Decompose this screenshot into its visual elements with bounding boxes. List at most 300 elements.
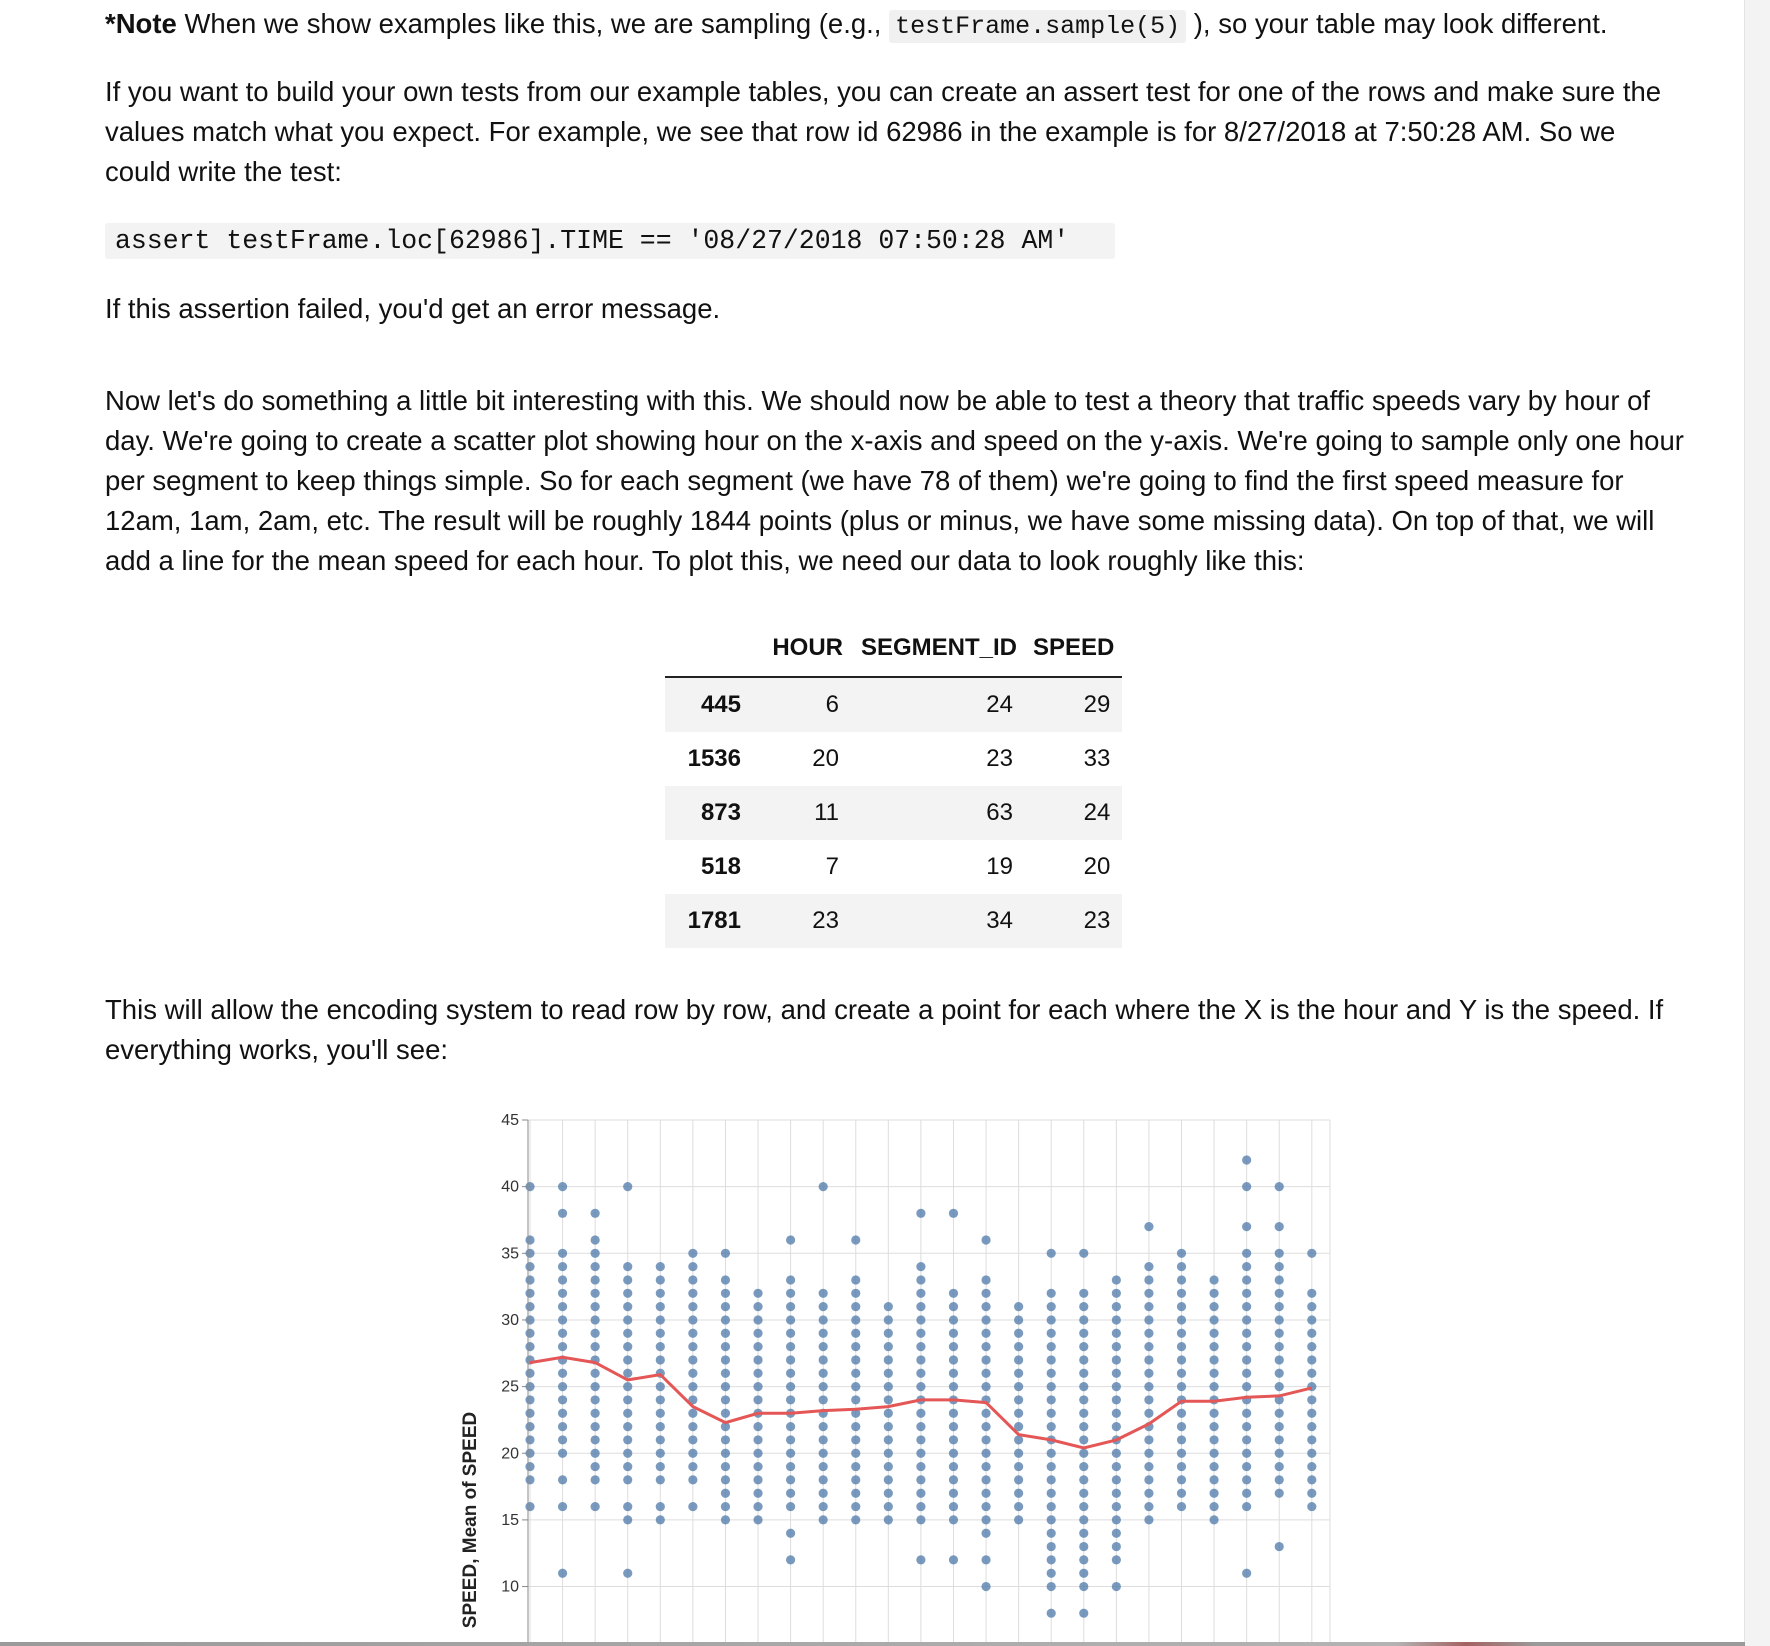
scatter-point [1177, 1502, 1186, 1511]
scatter-point [525, 1262, 534, 1271]
table-row [665, 677, 1122, 732]
scatter-point [623, 1395, 632, 1404]
scatter-point [623, 1262, 632, 1271]
scatter-point [851, 1515, 860, 1524]
scatter-point [786, 1369, 795, 1378]
scatter-point [949, 1289, 958, 1298]
scatter-point [949, 1422, 958, 1431]
scatter-point [753, 1382, 762, 1391]
scatter-point [558, 1449, 567, 1458]
scatter-point [591, 1395, 600, 1404]
scatter-point [786, 1382, 795, 1391]
scatter-point [981, 1315, 990, 1324]
scatter-point [786, 1395, 795, 1404]
scatter-point [1242, 1262, 1251, 1271]
scatter-point [786, 1302, 795, 1311]
scatter-point [1112, 1302, 1121, 1311]
scatter-point [591, 1329, 600, 1338]
scatter-point [688, 1329, 697, 1338]
scatter-point [753, 1475, 762, 1484]
scatter-point [1112, 1542, 1121, 1551]
scatter-point [558, 1315, 567, 1324]
scatter-point [656, 1275, 665, 1284]
scatter-point [1014, 1302, 1023, 1311]
table-row [665, 732, 1122, 786]
scatter-point [591, 1235, 600, 1244]
scatter-point [916, 1409, 925, 1418]
scatter-point [1112, 1355, 1121, 1364]
scatter-point [1014, 1475, 1023, 1484]
scatter-point [1014, 1515, 1023, 1524]
scatter-point [1112, 1475, 1121, 1484]
scatter-point [884, 1302, 893, 1311]
scatter-point [753, 1369, 762, 1378]
scatter-point [1307, 1315, 1316, 1324]
scatter-point [1014, 1502, 1023, 1511]
scatter-point [1047, 1609, 1056, 1618]
scatter-point [1242, 1289, 1251, 1298]
scatter-point [884, 1382, 893, 1391]
scatter-point [851, 1489, 860, 1498]
scatter-point [656, 1435, 665, 1444]
cell-speed: 33 [1083, 745, 1111, 772]
scatter-point [916, 1422, 925, 1431]
scatter-point [1112, 1275, 1121, 1284]
scatter-point [1275, 1329, 1284, 1338]
scatter-point [1047, 1395, 1056, 1404]
scatter-point [753, 1329, 762, 1338]
scatter-point [1079, 1489, 1088, 1498]
scatter-point [721, 1409, 730, 1418]
scatter-point [721, 1395, 730, 1404]
scatter-point [819, 1515, 828, 1524]
scatter-point [1209, 1329, 1218, 1338]
scatter-point [525, 1369, 534, 1378]
scatter-point [884, 1315, 893, 1324]
table-row [665, 894, 1122, 948]
scatter-point [753, 1462, 762, 1471]
note-paragraph [105, 4, 1685, 47]
scatter-point [591, 1209, 600, 1218]
scatter-point [981, 1462, 990, 1471]
scatter-point [1307, 1475, 1316, 1484]
scatter-point [1177, 1275, 1186, 1284]
scatter-point [786, 1449, 795, 1458]
scatter-point [1014, 1435, 1023, 1444]
scatter-point [884, 1449, 893, 1458]
scatter-point [1177, 1462, 1186, 1471]
scatter-point [1307, 1502, 1316, 1511]
scatter-point [916, 1262, 925, 1271]
scatter-point [525, 1289, 534, 1298]
scatter-point [1079, 1462, 1088, 1471]
scatter-point [916, 1555, 925, 1564]
scatter-point [1079, 1515, 1088, 1524]
scatter-point [1307, 1369, 1316, 1378]
scatter-point [1177, 1489, 1186, 1498]
cell-speed: 23 [1083, 907, 1111, 934]
scatter-point [1047, 1342, 1056, 1351]
scatter-point [721, 1515, 730, 1524]
scatter-point [1242, 1435, 1251, 1444]
scatter-point [753, 1302, 762, 1311]
scatter-point [1014, 1409, 1023, 1418]
scatter-point [656, 1449, 665, 1458]
note-text-after: ), so your table may look different. [1186, 8, 1608, 39]
scatter-point [1047, 1475, 1056, 1484]
scatter-point [916, 1315, 925, 1324]
scatter-point [753, 1355, 762, 1364]
scatter-point [1144, 1435, 1153, 1444]
scatter-point [688, 1502, 697, 1511]
scatter-point [1307, 1329, 1316, 1338]
scatter-point [558, 1475, 567, 1484]
scatter-point [753, 1515, 762, 1524]
scatter-point [916, 1449, 925, 1458]
scatter-point [851, 1382, 860, 1391]
scatter-point [949, 1329, 958, 1338]
scatter-point [721, 1435, 730, 1444]
scatter-point [1079, 1569, 1088, 1578]
scatter-point [1307, 1435, 1316, 1444]
scatter-point [1177, 1289, 1186, 1298]
scatter-point [721, 1342, 730, 1351]
scatter-point [623, 1515, 632, 1524]
scatter-point [1242, 1382, 1251, 1391]
scatter-point [786, 1355, 795, 1364]
cell-hour: 7 [825, 853, 839, 880]
scatter-point [786, 1435, 795, 1444]
scatter-point [688, 1262, 697, 1271]
scatter-point [1275, 1355, 1284, 1364]
scatter-point [949, 1449, 958, 1458]
scatter-point [884, 1369, 893, 1378]
index-header [665, 620, 753, 677]
scatter-point [1112, 1315, 1121, 1324]
scatter-point [1275, 1382, 1284, 1391]
scatter-point [851, 1395, 860, 1404]
scatter-point [1307, 1342, 1316, 1351]
cell-hour: 6 [825, 691, 839, 718]
scatter-point [819, 1302, 828, 1311]
scatter-point [525, 1275, 534, 1284]
scatter-point [949, 1435, 958, 1444]
cell-hour: 11 [814, 799, 839, 826]
scatter-point [1144, 1342, 1153, 1351]
scatter-point [1242, 1302, 1251, 1311]
cell-speed: 20 [1083, 853, 1111, 880]
scatter-point [1144, 1395, 1153, 1404]
scatter-point [884, 1475, 893, 1484]
scatter-point [1079, 1542, 1088, 1551]
scatter-point [851, 1369, 860, 1378]
scatter-point [981, 1555, 990, 1564]
scatter-point [1209, 1422, 1218, 1431]
scatter-point [949, 1409, 958, 1418]
scatter-point [1209, 1489, 1218, 1498]
scatter-point [1014, 1329, 1023, 1338]
scatter-point [1144, 1515, 1153, 1524]
scatter-point [1112, 1582, 1121, 1591]
scatter-point [1014, 1355, 1023, 1364]
scatter-point [656, 1315, 665, 1324]
scatter-point [688, 1462, 697, 1471]
scatter-point [851, 1422, 860, 1431]
scatter-point [819, 1382, 828, 1391]
scatter-point [916, 1462, 925, 1471]
scatter-point [981, 1382, 990, 1391]
scatter-point [1144, 1369, 1153, 1378]
scatter-point [623, 1289, 632, 1298]
speed-by-hour-scatter-chart [440, 1090, 1340, 1642]
scatter-point [786, 1342, 795, 1351]
scatter-point [1275, 1262, 1284, 1271]
scatter-point [1079, 1315, 1088, 1324]
scatter-point [688, 1422, 697, 1431]
plot-intro-paragraph: Now let's do something a little bit interesting with this. We should now be able to test a theory that traffic speeds vary by hour of day. We're going to create a scatter plot showing hour on the x-axis and speed on the y-axis. We're going to sample only one hour per segment to keep things simple. So for each segment (we have 78 of them) we're going to find the first speed measure for 12am, 1am, 2am, etc. The result will be roughly 1844 points (plus or minus, we have some missing data). On top of that, we will add a line for the mean speed for each hour. To plot this, we need our data to look roughly like this: [105, 385, 1684, 576]
scatter-point [1047, 1409, 1056, 1418]
cell-hour: 20 [812, 745, 839, 772]
scatter-point [1014, 1462, 1023, 1471]
scatter-point [916, 1275, 925, 1284]
scatter-point [884, 1435, 893, 1444]
scatter-point [1047, 1489, 1056, 1498]
scatter-point [1177, 1249, 1186, 1258]
scatter-point [1079, 1249, 1088, 1258]
scatter-point [1079, 1382, 1088, 1391]
scatter-point [1242, 1355, 1251, 1364]
scatter-point [916, 1355, 925, 1364]
scatter-point [1112, 1289, 1121, 1298]
scatter-point [786, 1462, 795, 1471]
y-tick-label: 10 [501, 1578, 519, 1596]
scatter-point [558, 1395, 567, 1404]
scatter-point [851, 1462, 860, 1471]
scatter-point [1275, 1542, 1284, 1551]
scatter-point [1047, 1449, 1056, 1458]
scatter-point [1209, 1382, 1218, 1391]
scatter-point [916, 1369, 925, 1378]
scatter-point [721, 1489, 730, 1498]
scatter-point [1275, 1462, 1284, 1471]
scatter-point [851, 1502, 860, 1511]
scatter-point [623, 1569, 632, 1578]
scatter-point [1014, 1395, 1023, 1404]
scatter-point [688, 1289, 697, 1298]
scatter-point [591, 1289, 600, 1298]
scatter-point [884, 1355, 893, 1364]
row-index: 1536 [687, 745, 741, 772]
scatter-point [1112, 1382, 1121, 1391]
scatter-point [981, 1449, 990, 1458]
scatter-point [525, 1462, 534, 1471]
scatter-point [1079, 1342, 1088, 1351]
scatter-point [558, 1302, 567, 1311]
scatter-point [558, 1209, 567, 1218]
scatter-point [949, 1502, 958, 1511]
scatter-point [591, 1422, 600, 1431]
scatter-point [591, 1302, 600, 1311]
scatter-point [1177, 1475, 1186, 1484]
scatter-point [623, 1275, 632, 1284]
scatter-point [1209, 1289, 1218, 1298]
scatter-point [981, 1435, 990, 1444]
scatter-point [1112, 1329, 1121, 1338]
scatter-point [1079, 1475, 1088, 1484]
y-tick-label: 30 [501, 1311, 519, 1329]
scatter-point [656, 1329, 665, 1338]
scatter-point [981, 1475, 990, 1484]
chart-grid [528, 1120, 1330, 1642]
scatter-point [1209, 1355, 1218, 1364]
scatter-point [1047, 1289, 1056, 1298]
scatter-point [851, 1342, 860, 1351]
scatter-point [884, 1409, 893, 1418]
scatter-point [786, 1235, 795, 1244]
assertion-fail-paragraph: If this assertion failed, you'd get an error message. [105, 293, 721, 324]
scatter-point [1177, 1262, 1186, 1271]
scatter-point [656, 1502, 665, 1511]
scatter-point [981, 1529, 990, 1538]
scatter-point [721, 1302, 730, 1311]
cell-segment-id: 23 [986, 745, 1013, 772]
scatter-point [1209, 1275, 1218, 1284]
scatter-point [656, 1475, 665, 1484]
row-index: 1781 [687, 907, 741, 934]
scatter-point [1242, 1315, 1251, 1324]
scatter-point [688, 1249, 697, 1258]
scatter-point [1242, 1462, 1251, 1471]
scatter-point [558, 1329, 567, 1338]
scatter-point [819, 1422, 828, 1431]
scatter-point [1079, 1449, 1088, 1458]
y-tick-label: 15 [501, 1511, 519, 1529]
scatter-point [884, 1329, 893, 1338]
scatter-point [1047, 1422, 1056, 1431]
scatter-point [916, 1489, 925, 1498]
scatter-point [591, 1369, 600, 1378]
scrollbar[interactable] [1744, 0, 1770, 1646]
scatter-point [819, 1289, 828, 1298]
scatter-point [1047, 1249, 1056, 1258]
scatter-point [1014, 1489, 1023, 1498]
scatter-point [525, 1342, 534, 1351]
scatter-point [786, 1489, 795, 1498]
scatter-point [819, 1369, 828, 1378]
scatter-point [656, 1262, 665, 1271]
note-code: testFrame.sample(5) [889, 10, 1186, 43]
scatter-point [1112, 1422, 1121, 1431]
y-axis-title: SPEED, Mean of SPEED [460, 1411, 481, 1629]
scatter-point [1144, 1275, 1153, 1284]
scatter-point [1047, 1502, 1056, 1511]
cell-segment-id: 24 [986, 691, 1013, 718]
table-header-row [665, 620, 1122, 677]
scatter-point [1079, 1355, 1088, 1364]
scatter-point [916, 1302, 925, 1311]
scatter-point [721, 1382, 730, 1391]
scatter-point [1047, 1462, 1056, 1471]
scatter-point [753, 1395, 762, 1404]
scatter-point [558, 1409, 567, 1418]
scatter-point [949, 1302, 958, 1311]
scatter-point [1242, 1369, 1251, 1378]
scatter-point [656, 1515, 665, 1524]
scatter-point [1014, 1382, 1023, 1391]
scatter-point [819, 1182, 828, 1191]
scatter-point [1275, 1422, 1284, 1431]
scatter-point [981, 1422, 990, 1431]
scatter-point [1112, 1515, 1121, 1524]
scatter-point [591, 1342, 600, 1351]
scatter-point [949, 1315, 958, 1324]
scatter-point [1209, 1302, 1218, 1311]
column-header-speed: SPEED [1025, 620, 1122, 677]
scatter-point [1079, 1289, 1088, 1298]
scatter-point [786, 1289, 795, 1298]
scatter-point [916, 1209, 925, 1218]
y-tick-label: 35 [501, 1245, 519, 1263]
scatter-point [623, 1329, 632, 1338]
scatter-point [688, 1355, 697, 1364]
cell-speed: 29 [1083, 691, 1111, 718]
scatter-point [916, 1342, 925, 1351]
cell-hour: 23 [812, 907, 839, 934]
scatter-point [981, 1369, 990, 1378]
scatter-point [721, 1475, 730, 1484]
scatter-point [1079, 1369, 1088, 1378]
scatter-point [786, 1329, 795, 1338]
scatter-point [981, 1515, 990, 1524]
scatter-point [981, 1302, 990, 1311]
scatter-point [1275, 1489, 1284, 1498]
scatter-point [851, 1315, 860, 1324]
scatter-point [753, 1489, 762, 1498]
scatter-point [1242, 1422, 1251, 1431]
scatter-point [1209, 1435, 1218, 1444]
sample-data-table [665, 620, 1122, 948]
scatter-point [1047, 1529, 1056, 1538]
scatter-point [1275, 1369, 1284, 1378]
scatter-point [1209, 1462, 1218, 1471]
scatter-point [884, 1395, 893, 1404]
scatter-point [949, 1462, 958, 1471]
scatter-point [1144, 1222, 1153, 1231]
scatter-point [1112, 1529, 1121, 1538]
scatter-point [623, 1342, 632, 1351]
scatter-point [851, 1275, 860, 1284]
scatter-point [851, 1475, 860, 1484]
scatter-point [1275, 1222, 1284, 1231]
scatter-point [786, 1422, 795, 1431]
scatter-point [1177, 1449, 1186, 1458]
scatter-point [1209, 1369, 1218, 1378]
scatter-point [819, 1395, 828, 1404]
cell-segment-id: 63 [986, 799, 1013, 826]
scatter-point [949, 1209, 958, 1218]
row-index: 445 [700, 691, 741, 718]
scatter-point [949, 1382, 958, 1391]
scatter-point [623, 1369, 632, 1378]
scatter-point [656, 1302, 665, 1311]
scatter-point [558, 1249, 567, 1258]
scatter-point [981, 1355, 990, 1364]
scatter-point [851, 1329, 860, 1338]
scatter-point [656, 1462, 665, 1471]
scatter-point [1307, 1249, 1316, 1258]
scatter-point [1242, 1489, 1251, 1498]
scatter-point [981, 1409, 990, 1418]
